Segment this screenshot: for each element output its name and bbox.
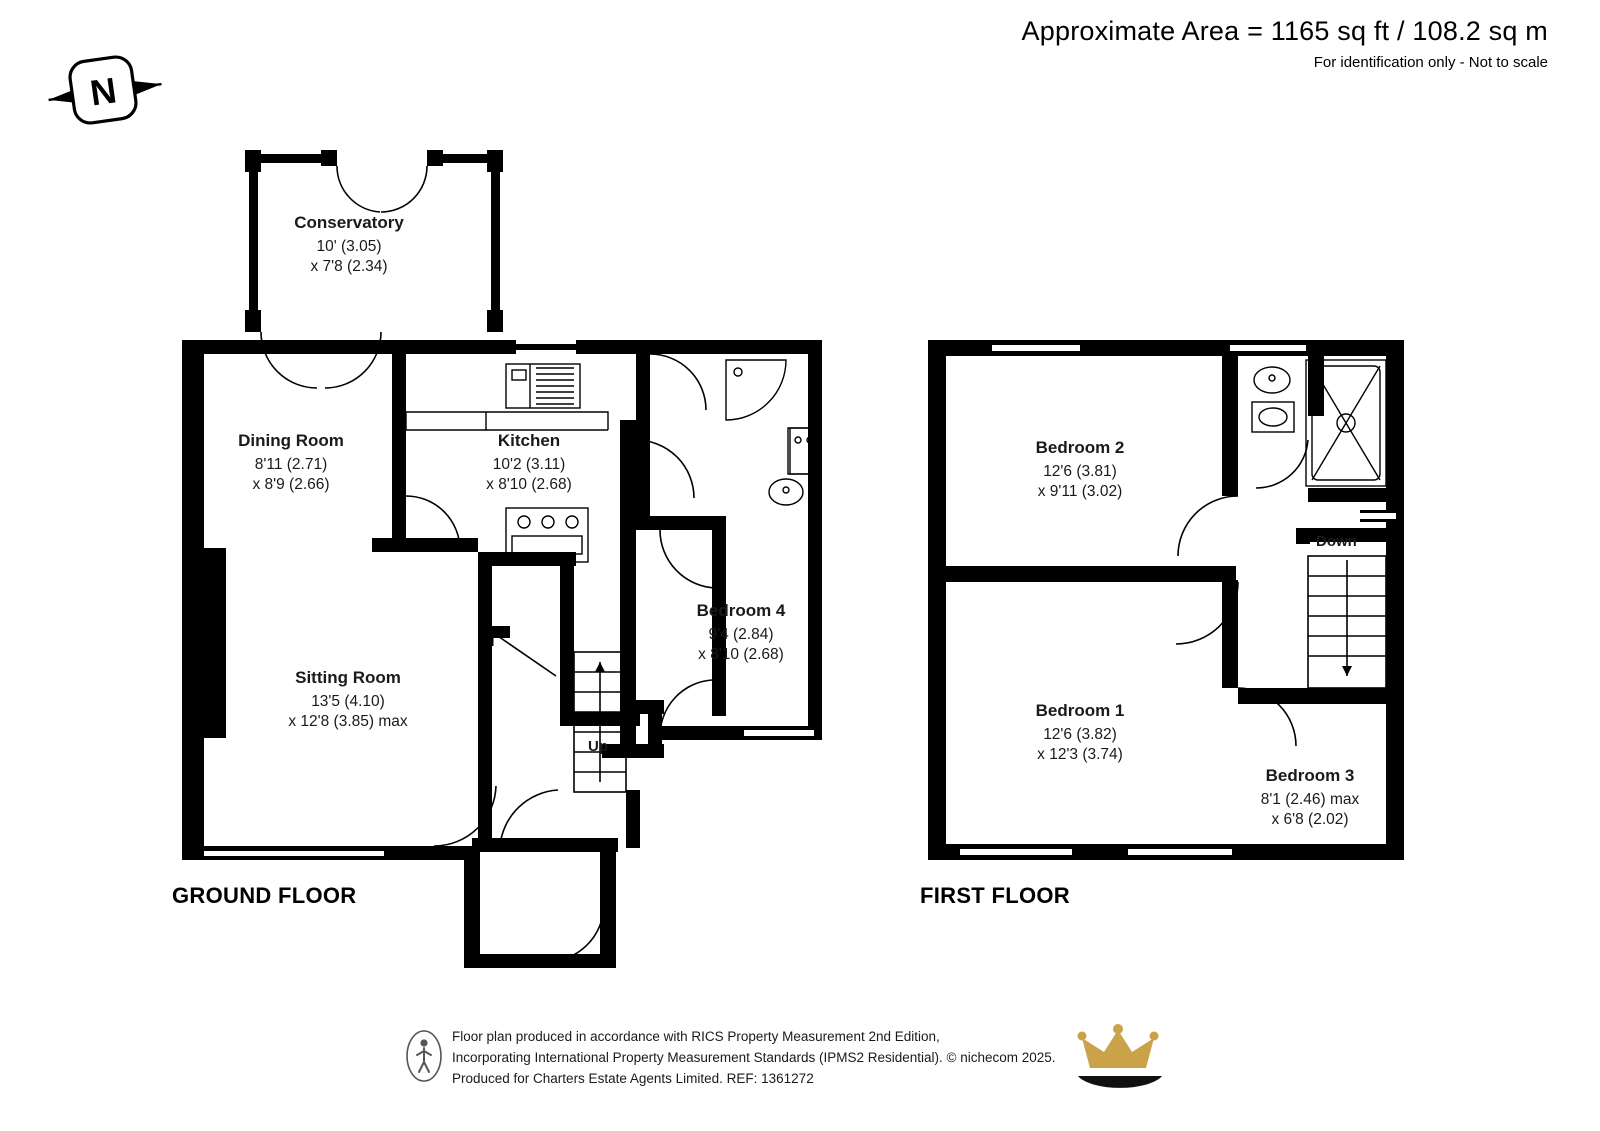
room-label-bedroom-3: Bedroom 3 8'1 (2.46) max x 6'8 (2.02) [1260,766,1360,829]
identification-disclaimer: For identification only - Not to scale [1313,54,1548,71]
footer-line-3: Produced for Charters Estate Agents Limited. REF: 1361272 [452,1070,814,1086]
first-floor-title: FIRST FLOOR [920,883,1070,908]
room-label-dining-room: Dining Room 8'11 (2.71) x 8'9 (2.66) [238,431,344,494]
room-label-bedroom-2: Bedroom 2 12'6 (3.81) x 9'11 (3.02) [1035,438,1125,501]
first-floor-plan [760,0,1600,1000]
crown-logo-icon [1060,1020,1180,1094]
accessibility-person-icon [405,1030,443,1082]
ground-floor-title: GROUND FLOOR [172,883,357,908]
room-label-bedroom-4: Bedroom 4 9'4 (2.84) x 8'10 (2.68) [696,601,786,664]
stairs-up-label: Up [588,738,608,755]
approximate-area-label: Approximate Area = 1165 sq ft / 108.2 sq m [1021,16,1548,46]
room-label-sitting-room: Sitting Room 13'5 (4.10) x 12'8 (3.85) max [288,668,408,731]
room-label-bedroom-1: Bedroom 1 12'6 (3.82) x 12'3 (3.74) [1035,701,1125,764]
footer-disclaimer [452,1027,1056,1090]
footer-line-1: Floor plan produced in accordance with RICS Property Measurement 2nd Edition, [452,1029,940,1044]
room-label-conservatory: Conservatory 10' (3.05) x 7'8 (2.34) [294,213,404,276]
svg-text:N: N [87,69,119,114]
stairs-down-label: Down [1316,533,1357,550]
room-label-kitchen: Kitchen 10'2 (3.11) x 8'10 (2.68) [486,431,572,494]
footer-line-2: Incorporating International Property Measurement Standards (IPMS2 Residential). © nichecom 2025. [452,1049,1056,1065]
